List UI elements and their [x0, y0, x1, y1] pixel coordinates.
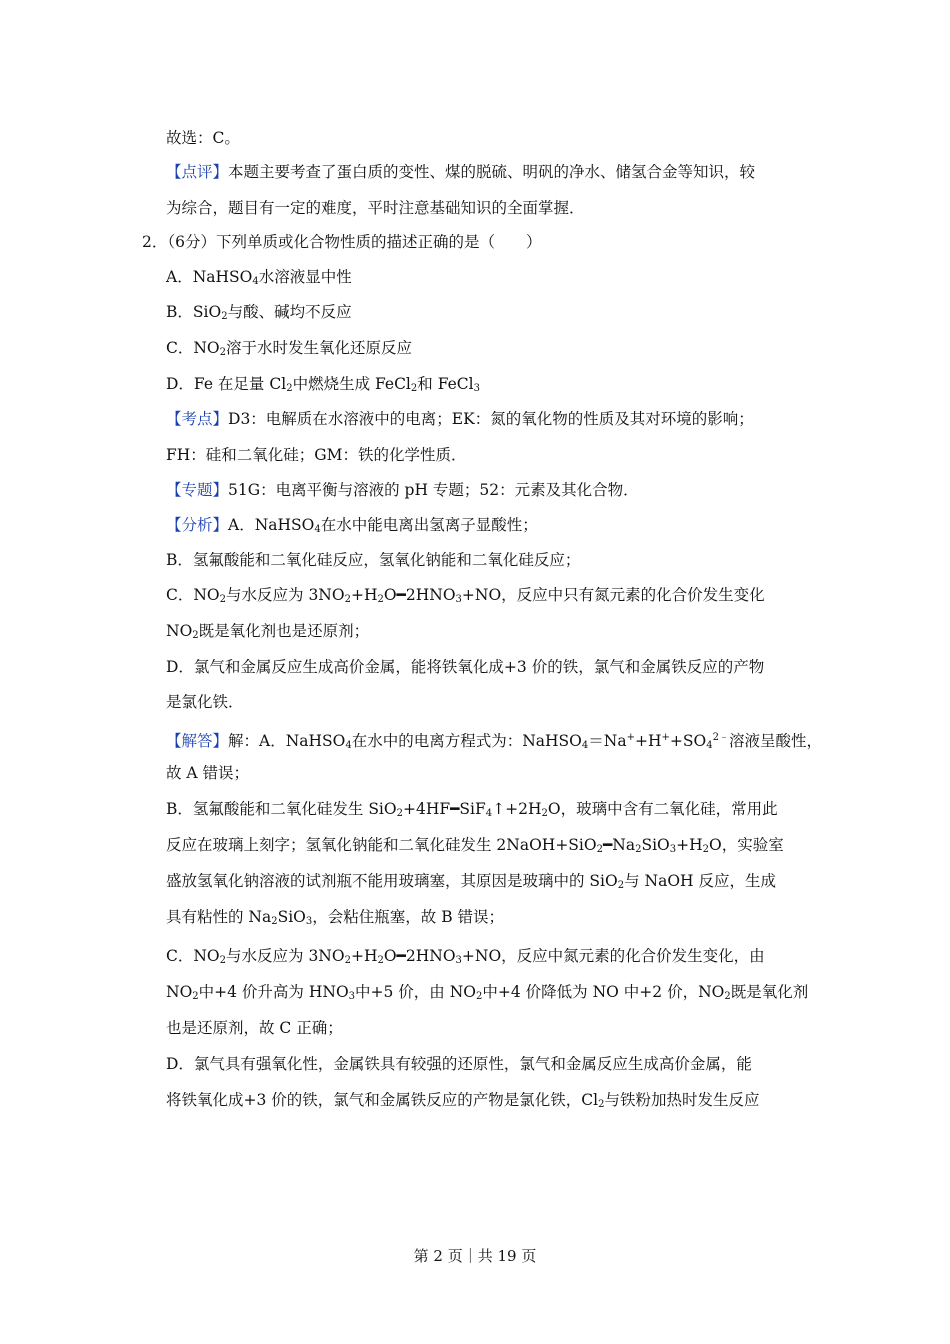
question-title: 2．（6分）下列单质或化合物性质的描述正确的是（ ） — [142, 233, 542, 251]
option-b: B．SiO$_2$与酸、碱均不反应 — [166, 303, 352, 322]
text-line: B．氢氟酸能和二氧化硅反应，氢氧化钠能和二氧化硅反应； — [166, 551, 581, 569]
text-line: $NO_2$中+4 价升高为 $HNO_3$中+5 价，由 $NO_2$中+4 价降低为 NO 中+2 价，$NO_2$既是氧化剂 — [166, 983, 809, 1002]
text-line: C．$NO_2$与水反应为 $3NO_2+H_2O━2HNO_3+NO$，反应中只有氮元素的化合价发生变化 — [166, 586, 765, 605]
section-tag: 【考点】 — [166, 410, 229, 428]
text-line: D．氯气具有强氧化性，金属铁具有较强的还原性，氯气和金属反应生成高价金属，能 — [166, 1055, 752, 1073]
section-tag: 【分析】 — [166, 516, 229, 534]
text-line: C．$NO_2$与水反应为 $3NO_2+H_2O━2HNO_3+NO$，反应中氮元素的化合价发生变化，由 — [166, 947, 765, 966]
text-line: 【考点】D3：电解质在水溶液中的电离；EK：氮的氧化物的性质及其对环境的影响； — [166, 410, 754, 428]
section-tag: 【解答】 — [166, 732, 229, 750]
text-line: 故 A 错误； — [166, 764, 250, 782]
option-a: A．NaHSO$_4$水溶液显中性 — [166, 268, 352, 287]
text-line: 具有粘性的 $Na_2SiO_3$，会粘住瓶塞，故 B 错误； — [166, 908, 505, 927]
text-line: 盛放氢氧化钠溶液的试剂瓶不能用玻璃塞，其原因是玻璃中的 SiO$_2$与 NaOH 反应，生成 — [166, 872, 776, 891]
text-line: 将铁氧化成+3 价的铁，氯气和金属铁反应的产物是氯化铁，$Cl_2$与铁粉加热时发生反应 — [166, 1091, 760, 1110]
text-line: 【点评】本题主要考查了蛋白质的变性、煤的脱硫、明矾的净水、储氢合金等知识，较 — [166, 163, 756, 181]
text-line: B．氢氟酸能和二氧化硅发生 $SiO_2+4HF━SiF_4↑+2H_2O$，玻璃中含有二氧化硅，常用此 — [166, 800, 778, 819]
text-line: 为综合，题目有一定的难度，平时注意基础知识的全面掌握． — [166, 199, 585, 217]
text-line: 【专题】51G：电离平衡与溶液的 pH 专题；52：元素及其化合物． — [166, 481, 639, 499]
section-tag: 【专题】 — [166, 481, 229, 499]
text-line: D．氯气和金属反应生成高价金属，能将铁氧化成+3 价的铁，氯气和金属铁反应的产物 — [166, 658, 765, 676]
text-line: FH：硅和二氧化硅；GM：铁的化学性质． — [166, 446, 467, 464]
text-line: 也是还原剂，故 C 正确； — [166, 1019, 343, 1037]
section-tag: 【点评】 — [166, 163, 229, 181]
text-line: $NO_2$既是氧化剂也是还原剂； — [166, 622, 370, 641]
text-line: 反应在玻璃上刻字；氢氧化钠能和二氧化硅发生 $2NaOH+SiO_2━Na_2SiO_3+H_2O$，实验室 — [166, 836, 784, 855]
text-line: 【分析】A．NaHSO$_4$在水中能电离出氢离子显酸性； — [166, 516, 538, 535]
page-footer: 第 2 页｜共 19 页 — [413, 1247, 537, 1265]
text-line: 是氯化铁． — [166, 693, 244, 711]
option-c: C．$NO_2$溶于水时发生氧化还原反应 — [166, 339, 413, 358]
text-line: 故选：C。 — [166, 129, 240, 147]
option-d: D．Fe 在足量 $Cl_2$中燃烧生成 FeCl$_2$和 FeCl$_3$ — [166, 375, 480, 394]
text-line: 【解答】解：A．NaHSO$_4$在水中的电离方程式为：$NaHSO_4=Na^++H^++SO_4^{2﹣}$溶液呈酸性， — [166, 732, 822, 751]
